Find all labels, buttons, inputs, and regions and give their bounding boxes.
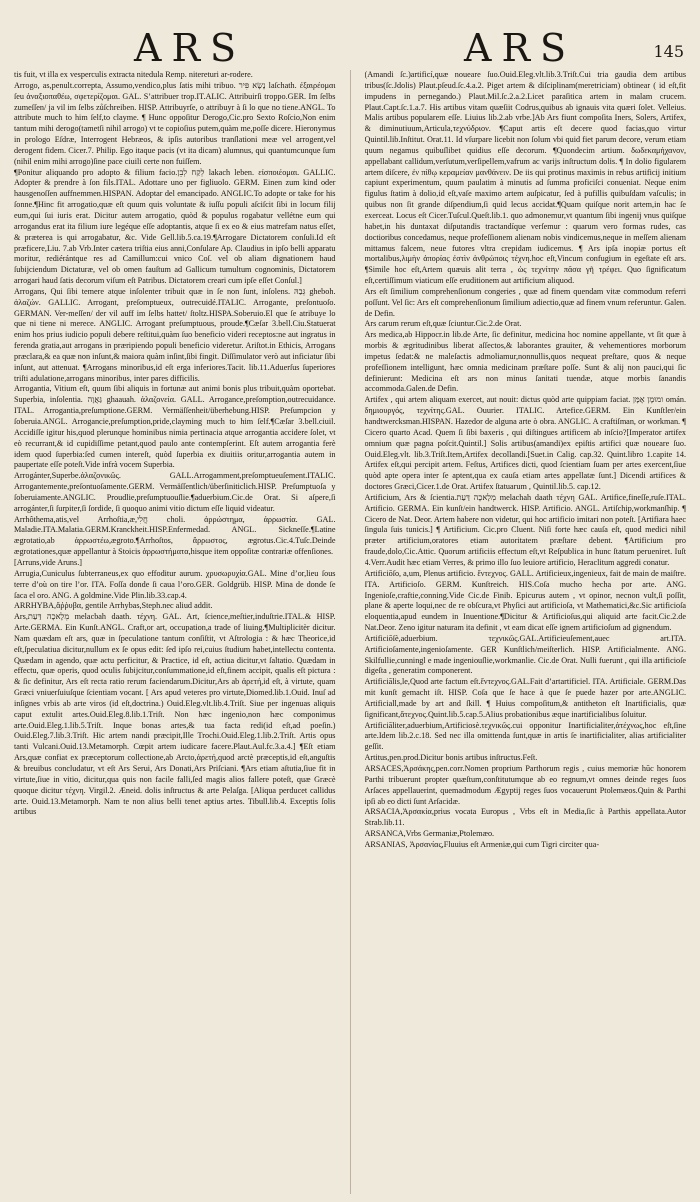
right-running-title: ARS	[464, 26, 577, 70]
dictionary-entry: Arrogánter,Superbe.‏ἀλαζονικῶς‎. GALL.Arrogamment,preſomptueuſement.ITALIC. Arrogantemente,preſontuoſamente.GERM. Vermäſſentlich/überſiniticlich.HISP. Preſumptuoſa y ſoberuiamente.ANGLIC. Proudlie,preſumptuouſlie.¶aduerbium.Cic.de Orat. Si aſpere,ſi arrogánter,ſi ſurpiter,ſi ſordide, ſi quoquo animi vitio dictum eſſe liquid videatur.	[14, 471, 336, 513]
right-column	[365, 70, 687, 1194]
dictionary-entry: Artitus,pen.prod.Dicitur bonis artibus inſtructus.Feſt.	[364, 753, 538, 763]
left-column	[14, 70, 336, 1194]
dictionary-entry: Arrogo, as,penult.correpta, Assumo,vendico,plus ſatis mihi tribuo. ‏נָשָׂא פִּיר‎ laſchath. ‏ἐξαιρέομαι‎ ſeu ‏ἀναξιοπαθέω, σφετερίζομαι‎. GAL. S’attribuer trop.IT.ALIC. Attribuirſi troppo.GER. Im ſelbs zumeſſen/ ja vil im ſelbs zůſchreiben. HISP. Attribuyrſe, o attribuyr à ſi lo que no tiene.ANGL. To attribute much to him ſelf,to clayme. ¶ Hunc oppoſitur Derogo,Cic.pro Sexto Roſcio,Non enim tantum mihi derogo(tametſi nihil arrogo) vt te copioſius putem,quàm me,poſſe dicere. Hieronymus in prologo Eſdræ, Interrogent Hebræos, & ipſis autoribus tranſlationi meæ vel arrogent,vel derogent fidem. Cicer.7. Philip. Ego itaque pacis (vt ita dicam) alumnus, qui quantumcunque ſum (nihil enim mihi arrogo)ſine pace ciuili certe non fuiſſem.	[14, 80, 336, 166]
dictionary-entry: Ars carum rerum eſt,quæ ſciuntur.Cic.2.de Orat.	[364, 319, 522, 329]
dictionary-entry: Ars medica,ab Hippocr.in lib.de Arte, ſic definitur, medicina hoc nomine appellante, vt ſit quæ à morbis & ægritudinibus liberat aſſectos,& laborantes grauiter, & vehementiores morborum impetus ſedat:& ne maleſactis admoliamur,nonnullis,quos nequeat preſtare, quos & neque profeſſionem intelligunt, hæc omnia medicinam præſtare poſſe. Sunt & alij non pauci,qui ſic definierunt: Medicina eſt ars non minus ſanitati tuendæ, atque morbis ſanandis accommoda.Galen.de Defin.	[364, 330, 686, 394]
dictionary-entry: Arrhôthema,atis,vel Arrhoſtia,æ,‏חֳלִי‎ choli. ‏ἀρρώστημα, ἀρρωστία‎. GAL. Maladie.ITA.Malatia.GERM.Kranckheit.HISP.Enfermedad. ANGL. Sickneſſe.¶Latine ægrotatio,ab ‏ἀρρωστέω‎,ægroto.¶Arrhoſtos, ‏ἄρρωστος‎, ægrotus.Cic.4.Tuſc.Deinde ægrotationes,quæ appellantur à Stoicis ‏ἀρρωστήματα‎,hisque item oppoſitæ contrariæ offenſiones.	[14, 514, 336, 557]
dictionary-entry: Artifex , qui artem aliquam exercet, aut nouit: dictus quòd arte quippiam faciat. ‏אָמָּן‎ ומוּמָן omán. ‏δημιουργός, τεχνίτης‎.GAL. Ouurier. ITALIC. Artefice.GERM. Ein Kunſtler/ein handtwercksman.HISPAN. Hazedor de alguna arte ò obra. ANGLIC. A craftiſman, or workman. ¶ Cicero quarto Acad. Quem ſi ſibi baxeris , qui diſtingues artificem ab inſcio?[Imperator artifex omnium quæ pagna poſcit.Quintil.] Solis artibus(amandi)ex epiſtis artifici quæ noueare ſuo. Ouid.Eleg.vlt. lib.3.Triſt.Item,Artifex decollandi.[Suet.in Calig. cap.32. Quint.libro 1.capite 14. Artifex eſt,qui percipit artem. Feſtus, Artifices dicti, quod ſcientiam ſuam per artes exercent,ſiue quòd apte opera inter ſe aptent,qua ex cauſa etiam artes appellatæ ſunt.] Dicendi artifices & doctores Græci,Cicer.1.de Orat. Artifex ſtatuarum , Quintil.lib.5. cap.12.	[364, 395, 686, 492]
dictionary-entry: Artificiāliter,aduerbium,Artificiosè.‏τεχνικῶς‎.cui opponitur Inartificialiter,‏ἀτέχνως‎,hoc eſt,ſine arte.Idem lib.2.c.18. Sed nec illa omittenda ſunt,quæ in artis ſe inartificialiter, alias artificialiter geſſit.	[364, 720, 686, 752]
running-head	[14, 28, 686, 68]
dictionary-entry: ¶Ponitur aliquando pro adopto & filium facio.‏לְקַח לְבֵן‎ lakach leben. ‏εἰσποιέομαι‎. GALLIC. Adopter & prendre à ſon fils.ITAL. Adottare uno per figliuolo. GERM. Einen zum kind oder hausgenoſſen auffnemmen.HISPAN. Adoptar del emancipado. ANGLIC.To adopte or take for his ſonne.¶Hinc fit arrogatio,quæ eſt quum quis voluntate & iuſſu populi aſciſcit ſibi in locum filij eum,qui ſui iuris erat. Dicitur autem arrogatio, quòd & populus rogabatur vellétne eum qui arrogandus erat ita filium iure legéque eſſe adoptantis, atque ſi ex eo & eius matrefam natus eſſet, & præterea is qui arrogabatur, &c. Vide Gell.lib.5.ca.19.¶Arrogare Dictatorem conſuli.Id eſt præficere,Liu. 7.ab Vrb.Inter cætera triſtia eius anni,Conſulare Ap. Claudius in ipſo belli apparatu moritur, rediérántque res ad Camillum:cui vnico Coſ. vel ob aliam dignationem haud ſubijciendum Dictaturæ, vel ob omen fauſtum ad Gallicum tumultum cognominis, Dictatorem arrogari haud ſatis decorum viſum eſt Patribus. Dictatorem creari cum ipſe eſſet Conſul.]	[14, 167, 336, 286]
dictionary-entry: Arrogans, Qui ſibi temere atque inſolenter tribuit quæ in ſe non ſunt, inſolens. ‏גְּבַהּ‎ gheboh. ‏ἀλαζών‎. GALLIC. Arrogant, preſomptueux, outrecuidé.ITALIC. Arrogante, preſontuoſo. GERMAN. Ver-meſſen/ der vil auff im ſelbs hattet/ ſtoltz.HISPA.Soberuio.El que ſe atribuye lo que ni tiene ni merece. ANGLIC. Arrogant preſumptuous, proude.¶Cæſar 3.bell.Ciu.Statuerat enim hos prius iudicio populi debere reſtitui,quàm ſuo beneficio videri receptos:ne aut ingratus in ferenda gratia,aut arrogans in præripiendo populi beneficio videretur. Ariſtot.in Ethicis, Arrogans præclara,& ea quæ non inſunt,& maiora quàm inſint,ſibi fingit. Diſſimulator verò aut inficiatur ſibi inſunt, aut attenuat. ¶Arrogans minoribus,id eſt erga inferiores.Tacit. lib.11.Aduerſus ſuperiores triſti adulatione,arrogans minoribus, inter pares difficilis.	[14, 286, 336, 383]
page-number: 145	[653, 42, 684, 61]
column-divider	[350, 70, 351, 1194]
dictionary-entry: tis fuit, vt illa ex vesperculis extracta nitedula Remp. nitereturi ar-rodere.	[14, 70, 253, 79]
dictionary-entry: ARSACES,‏Ἀρσάκης‎,pen.corr.Nomen proprium Parthorum regis , cuius memoriæ hūc honorem Parthi tribuerunt propter quæſtum,conſtitutumque ab eo regnum,vt omnes deinde reges ſuos Arſaces appellauerint, quemadmodum Ægyptij reges ſuos vocauerunt Ptolemæos.Quin & Parthi ipſi ab eo dicti ſunt Arſacidæ.	[364, 764, 686, 806]
dictionary-entry: Ars eſt ſimilium comprehenſionum congeries , quæ ad finem quendam vitæ commodum referri poſſunt. Vel ſic: Ars eſt comprehenſionum ſimilium adiectio,quæ ad finem vnum referuntur. Galen. de Defin.	[364, 286, 686, 318]
dictionary-entry: ARSANIAS, ‏Ἀρσανίας‎,Fluuius eſt Armeniæ,qui cum Tigri circiter qua-	[364, 839, 600, 849]
dictionary-entry: (Amandi ſc.)artificí,quæ noueare ſuo.Ouid.Eleg.vlt.lib.3.Triſt.Cui tria gaudia dem artibus tribus(ſc.Jdolis) Plaut.pſeud.ſc.4.a.2. Piget artem & diſciplinam(meretriciam) obtinear ( id eſt,fit impudens in pernegando.) Plaut.Mil.ſc.2.a.2.Licet paraſitica artem in malam crucem. Plaut.Capt.ſc.1.a.7. His artibus vitam quæſiit Codrus,quibus ab ignauis vita quæri ſolet. Velleius. Malis artibus popularem eſſe. Liuius lib.2.ab vrbe.]Ab Ars fiunt compoſita Iners, Solers, Artifex, & diminutiuum,Articula,‏τεχνύδριον‎. ¶Caput artis eſt decere quod facias,quo virtur Quintil.lib.Inſtitut. Orat.11. Id vſurpare licebit non ſolum vbi quid fiet parum decore, verum etiam quum negamus quibuſlibet quidius eſſe decorum. ¶Quondecim artium. ‏δωδεκαμήχανον‎, appellabant callidum,verſutum,verſipellem,vafrum ac varijs inſtructum dolis. ¶ In dolio figularem artem diſcere, ‏ἐν πίθῳ κεραμείαν μανθάνειν‎. De iis qui protinus maximis in rebus artificij initium capiunt experimentum, quum paulatim à minutis ad ſumma proficiſci conueniat. Neque enim figulus ſtatim à dolio,id eſt,vaſe maximo artem auſpicatur, ſed à pufillis quibuſdam vaſculis; in quibus non ſit grande diſpendium,ſi quid lecus accidat.¶Quam quiſque norit artem,in hac ſe exerceat. Locus eſt Cicer.Tuſcul.Queſt.lib.1. quo admonemur,vt quantum ſibi ingenij vnus quiſque habet,in his duntaxat diſputandis tractandíque verſemur : quarum vero formas rudes, cas doctioribus concedamus, neque profeſſionem alienam nobis vindicemus,neque in meſſem alienam mittamus falcem, neue futores vltra crepidam iudicemus. ¶ Ars ipſa inopiæ portus eſt mortalibus,‏λιμὴν ἀπορίας ἐστὶν ἀνθρώποις τέχνη‎.hoc eſt,Vincum confugium in egeſtate eſt ars. ¶Simile hoc eſt,Artem quæuis alit terra , ‏ὡς τεχνίτην πᾶσα γῆ τρέφει‎. Quo ſignificatum eſt,certiſſimum viaticum eſſe eruditionem aut artificium aliquod.	[364, 70, 686, 286]
dictionary-entry: ARSANCA,Vrbs Germaniæ,Ptolemæo.	[364, 829, 495, 839]
dictionary-entry: Arrogantia, Vitium eſt, quum ſibi aliquis in fortunæ aut animi bonis plus tribuit,quàm oportebat. Superbia, inſolentia. ‏גַּאֲוָה‎ ghaauah. ‏ἀλαζονεία‎. GALL. Arrogance,preſomption,outrecuidance. ITAL. Arrogantia,preſumptione.GERM. Vermäſſenheit/überhebung.HISP. Preſumpcion y ſoberuia.ANGL. Arrogancie,preſumption,pride,clayming much to him ſelf.¶Cæſar 3.bell.ciuil. Accidiſſe igitur his,quod plerunque hominibus nimia pertinacia atque arrogantia accidere ſolet, vt eò recurrant,& id cupidiſſime petant,quod paulo ante contempſerint. Eſt autem arrogantia ferè idem quod ſuperbia:ſed cumen intereſt, quòd ſuperbia ex diuitiis oritur,arrogantia autem in paupertate eſſe poteſt.Vide infrà vocem Superbia.	[14, 384, 336, 470]
dictionary-entry: Artificiōſo, a,um, Plenus artificio. ‏ἔντεχνος‎. GALL. Artificieux,ingenieux, fait de main de maiſtre. ITA. Artificioſo. GERM. Kunſtreich. HIS.Coſa mucho hecha por arte. ANG. Ingenioſe,craftie,conning.Vide Cic.de Finib. Epicurus autem , vt opinor, necnon vult,ſi poſſit, plane & aperte loqui,nec de re obſcura,vt Phyſici aut artificioſa, vt Mathematici,&c.Sic artificioſa eloquentia,apud eundem in Inuentione.¶Dicitur & Artificioſus,qui aliquid arte facit.Cic.2.de Nat.Deor. Zeno igitur naturam ita definit , vt eam dicat eſſe ignem artificioſum ad gignendum.	[364, 568, 686, 633]
dictionary-entry: Artificium, Ars & ſcientia.‏מְלָאכָה דַּעַת‎ melachah daath ‏τέχνη‎ GAL. Artifice,fineſſe,ruſe.ITAL. Artificio. GERMA. Ein kunſt/ein handtwerck. HISP. Artificio. ANGL. Artiſchip,workmanſhip. ¶ Cicero de Nat. Deor. Artem habere non videtur, qui hoc artificio imitari non poteſt. [Artifiara haec ſingula ſuis tunicis.] ¶ Artificium. Cic.pro Cluent. Niſi forte hæc cauſa eſt, quod medici nihil præter artificium,oratores etiam autoritatem præſtare debent. ¶Artificium pro fraude,dolo,Cic.Attic. Quorum artificiis effectum eſt,vt Reſpublica in hunc ſtatum perueniret. Iuſt 4.Verr.Audit hæc etiam Verres, & primo illo ſuo leuiore artificio, Heraclitum aggredi conatur.	[364, 492, 686, 567]
dictionary-entry: Arrugia,Cuniculus ſubterraneus,ex quo effoditur aurum. ‏χρυσωρυχία‎.GAL. Mine d’or,lieu ſous terre d’où on tire l’or. ITA. Foſſa donde ſi caua l’oro.GER. Goldgrüb. HISP. Mina de donde ſe ſaca el oro. ANG. A goldmine.Vide Plin.lib.33.cap.4.	[14, 568, 336, 600]
dictionary-entry: Artificiālis,le,Quod arte factum eſt.‏ἔντεχνος‎.GAL.Fait d’artartificiel. ITA. Artificiale. GERM.Das mit kunſt gemacht iſt. HISP. Coſa que ſe hace à que ſe puede hazer por arte.ANGLIC. Artificiall,made by art and ſkill. ¶ Huius compoſitum,& antitheton eſt Inartificialis, quæ ſignificant,‏ἄτεχνος‎.Quint.lib.5.cap.5.Alius probationibus æque inartificialibus ſoluitur.	[364, 677, 686, 719]
text-columns	[14, 70, 686, 1194]
dictionary-entry: [Arruns,vide Aruns.]	[14, 557, 82, 567]
dictionary-entry: ARRHYBA,‏ἄῤῥυβα‎, gentile Arrhybas,Steph.nec aliud addit.	[14, 601, 213, 611]
dictionary-entry: Artificiōſè,aduerbium. ‏τεχνικῶς‎.GAL.Artificieuſement,auec art.ITA. Artificioſamente,ingenioſamente. GER Kunſtlich/meiſterlich. HISP. Artificialmente. ANG. Skilfullie,cunningl e made ingeniouſlie,workmanlie. Cic.de Orat. Nulli fuerunt , qui illa artificioſe digeſta , generatim componerent.	[364, 633, 686, 676]
left-running-title: ARS	[134, 26, 247, 70]
dictionary-entry: ARSACIA,‏Ἀρσακία‎,prius vocata Europus , Vrbs eſt in Media,ſic à Parthis appellata.Autor Strab.lib.11.	[364, 807, 686, 828]
dictionary-entry: Ars,‏מְלָאכָה דַּעַת‎ melacbah daath. ‏τέχνη‎. GAL. Art, ſcience,meſtier,induſtrie.ITAL.& HISP. Arte.GERMA. Ein Kunſt.ANGL. Craft,or art, occupation,a trade of liuing.¶Multiplicitèr dicitur. Nam quædam eſt ars, quæ in ſpeculatione tantum conſiſtit, vt Aſtrologia : & hæc Theorice,id eſt,ſpeculatiua dicitur,nullum ex ſe opus edit: ſed ipſo rei,cuius ſtudium habet,intellectu contenta. Quædam in agendo, quæ actu perficitur, & Practice, id eſt, actiua dicitur,vt ſaltatio. Quædam in effectu, quæ operis, quod oculis ſubijcitur,conſummatione,id eſt,finem accipit, qualis eſt pictura : & ſic definitur, Ars eſt recta ratio rerum faciendarum.Dicitur,Ars ab ‏ἀρετή‎,id eſt, à virtute, quam Græci vniuerſuiuſque ſcientiam vocant. [ Ars apud veteres pro virtute,Diomed.lib.1.Ouid. Inuſ ad inſignes vrbis ab arte viros (id eſt,doctrina.) Ouid.Eleg.vlt.lib.4.Triſt. Siue per ingenuas aliquis caput extulit artes.Ouid.Eleg.8.lib.1.Triſt. Non hæc ingenio,non hæc componimus arte.Ouid.Eleg.1.lib.5.Triſt. Inque bonas artes,& tua facta redi(id eſt,ad poeſin.) Ouid.Eleg.7.lib.3.Triſt. Hic artem nandi præcipit,Ille Trochi.Ouid.Eleg.1.lib.2.Triſt. Artis opus tanti Vulcani.Ouid.13.Metamorph. Cœpit artem iudicare facere.Plaut.Aul.fc.3.a.4.] ¶Eſt etiam Ars,quæ confiat ex præceptorum collectione,ab Arcto,‏ἀρετή‎,quod arctè præceptis,id eſt,anguſtis & breuibus concludatur, vt eſt Ars Serui, Ars Donati,Ars Priſciani. ¶Ars etiam aſtutia,ſiue fit in virtute,ſiue in vitio, dicitur,qua quis non facile falli,ſed magis alios fallere poteſt, quæ Græcè quoque dicitur ‏τέχνη‎. Virgil.2. Æneid. dolis inſtructus & arte Pelaſga. [Aliqua perducet callidus arte. Ouid.13.Metamorph. Nam te non alius belli tenet aptius artes. Tibull.lib.4. Exceptis ſolis artibus	[14, 612, 336, 817]
